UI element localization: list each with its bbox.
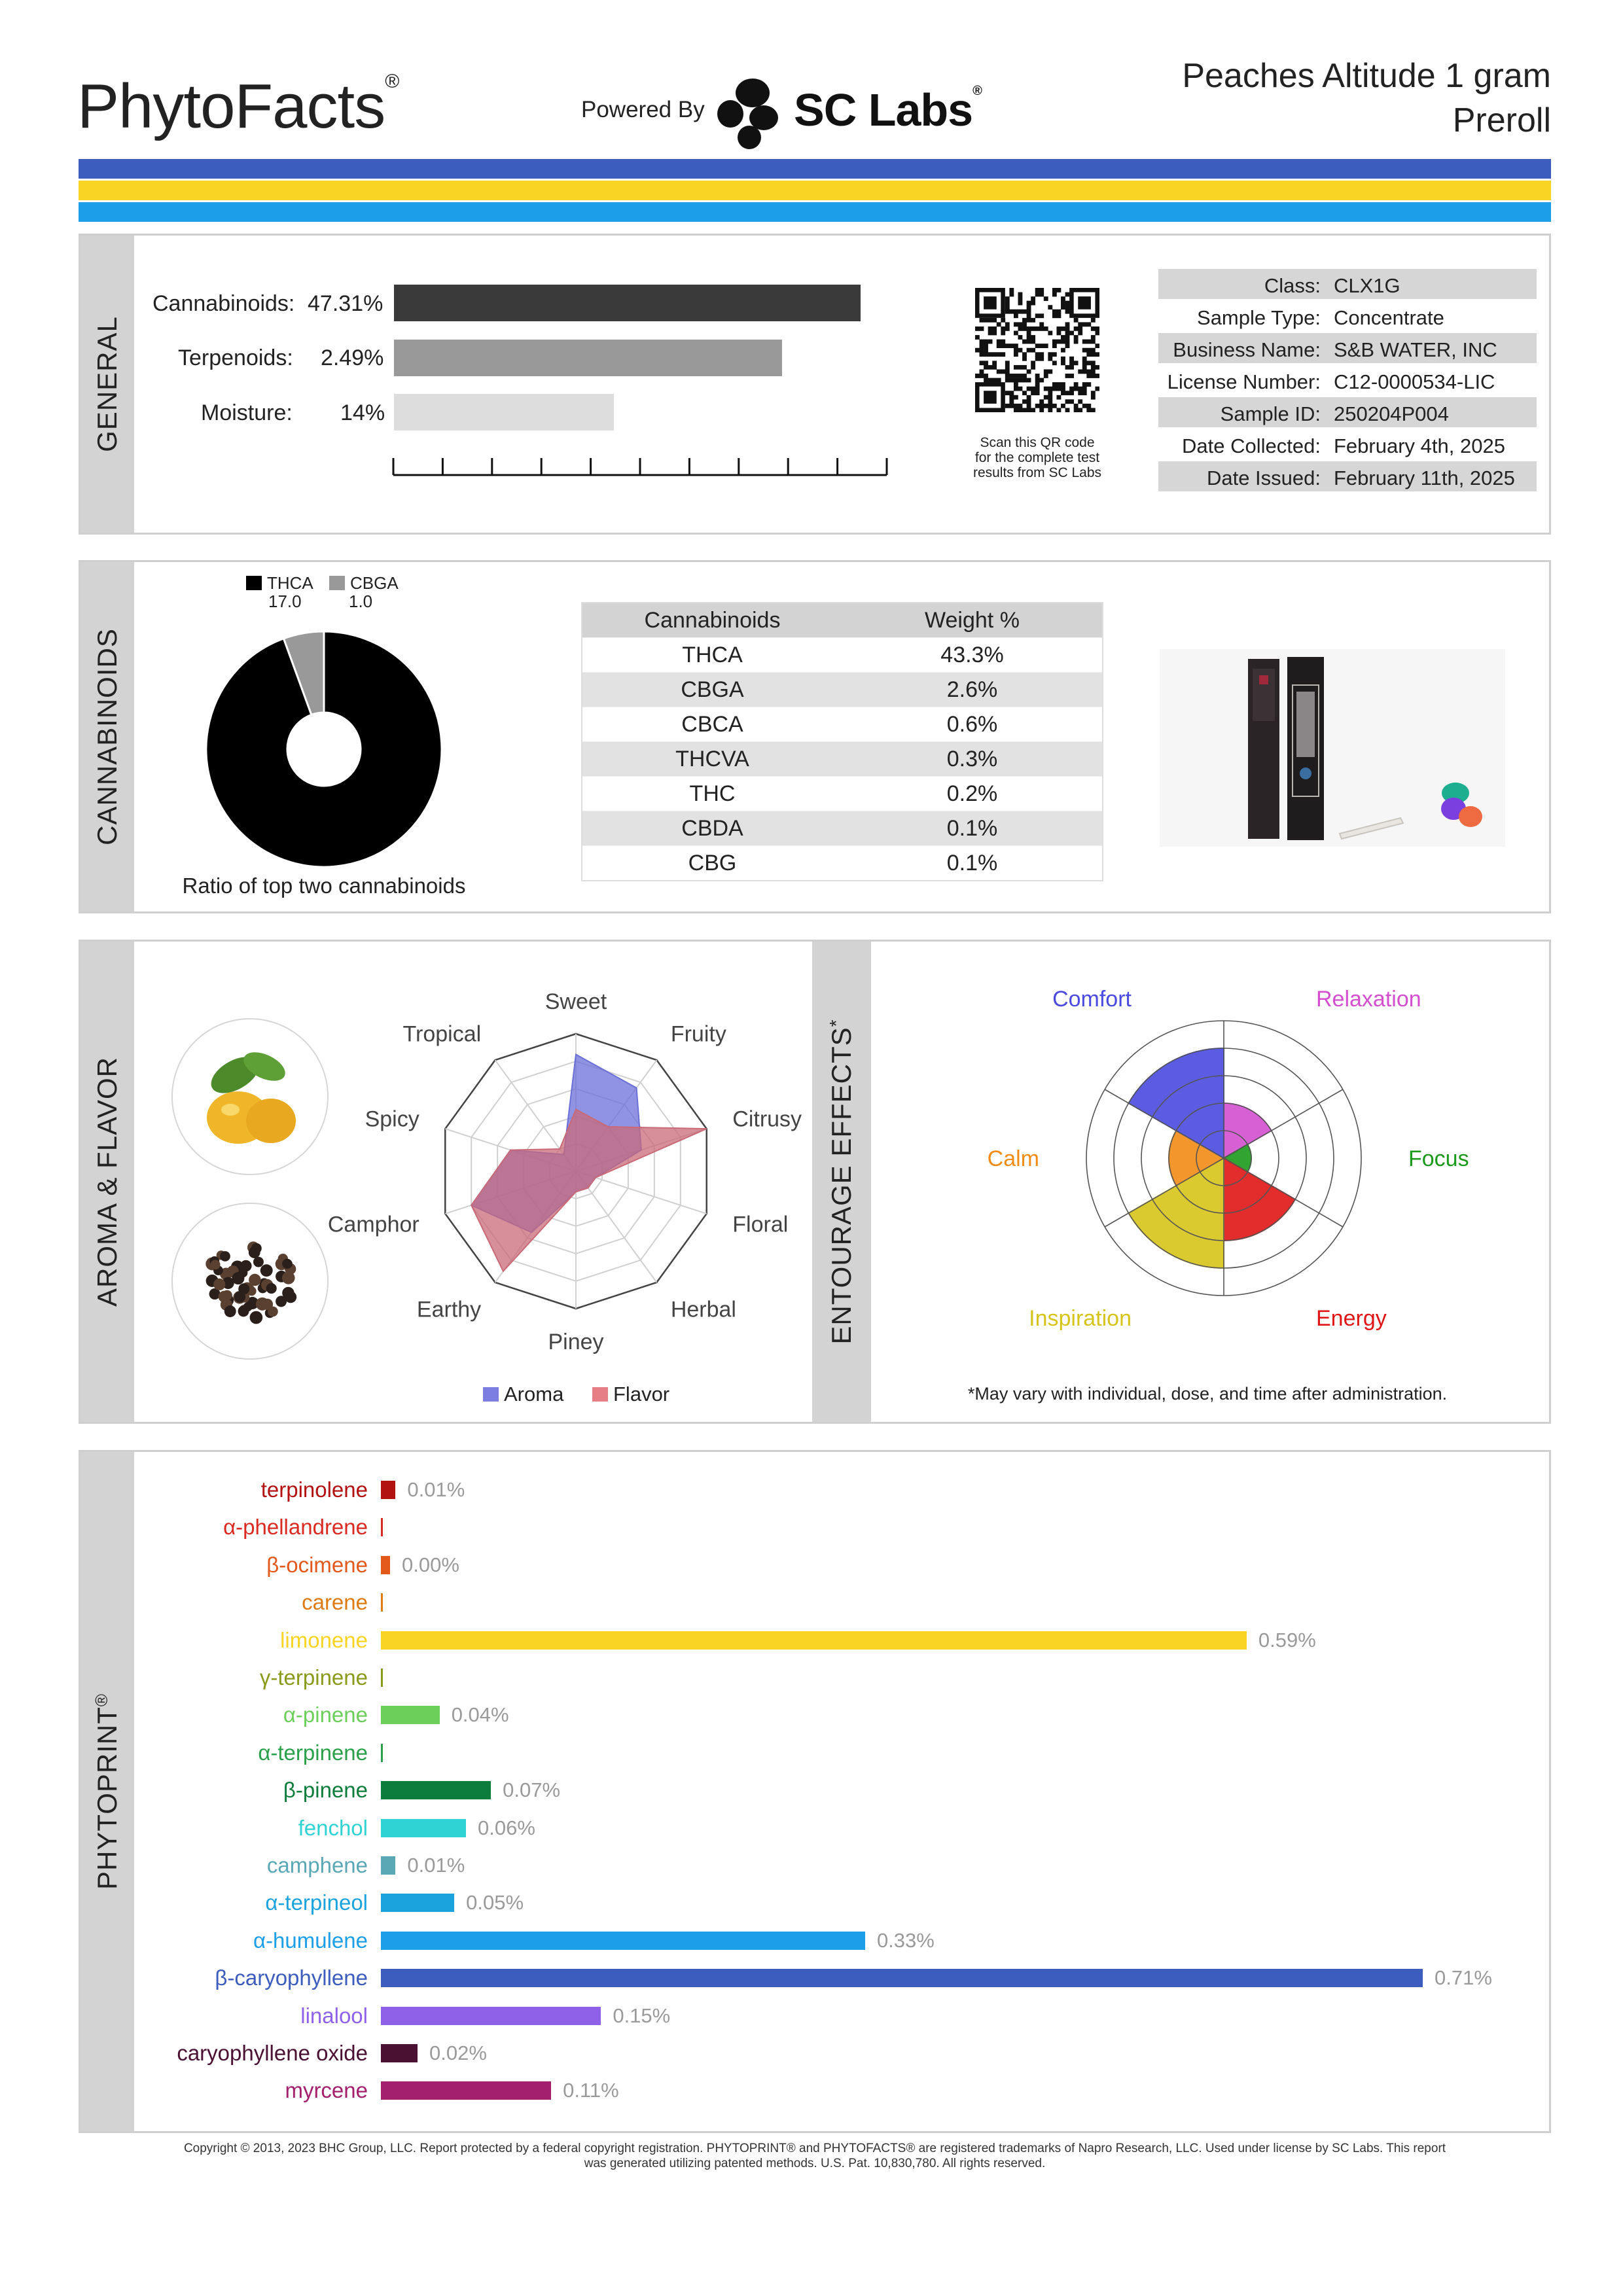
terpene-bar — [381, 1781, 491, 1799]
terpene-label: limonene — [280, 1627, 368, 1652]
info-key: Date Collected: — [1182, 434, 1321, 457]
info-key: Date Issued: — [1206, 467, 1321, 489]
donut-caption: Ratio of top two cannabinoids — [182, 874, 466, 898]
radar-axis-label: Piney — [548, 1330, 604, 1354]
info-value: Concentrate — [1334, 306, 1444, 329]
info-row-date-issued — [1158, 461, 1537, 491]
sc-labs-wordmark — [794, 84, 982, 136]
terpene-value: 0.07% — [503, 1778, 561, 1802]
polar-category-label: Relaxation — [1316, 986, 1421, 1012]
legend-swatch-cbga — [329, 576, 345, 590]
qr-caption — [936, 435, 1139, 480]
terpene-bar — [381, 1593, 383, 1612]
terpene-label: α-humulene — [253, 1928, 368, 1952]
table-cell: CBCA — [582, 707, 842, 742]
copyright-footer — [79, 2141, 1551, 2171]
table-row — [582, 742, 1103, 777]
terpene-label: myrcene — [285, 2078, 368, 2103]
general-scale-axis — [389, 451, 893, 484]
sc-labs-reg-mark: ® — [972, 84, 982, 98]
info-row-sample-type — [1158, 301, 1537, 331]
legend-swatch-flavor — [592, 1387, 608, 1402]
terpene-bar — [381, 1706, 440, 1724]
terpene-bar — [381, 1932, 865, 1950]
table-cell: 43.3% — [842, 638, 1103, 673]
info-value: February 4th, 2025 — [1334, 434, 1505, 457]
info-value: C12-0000534-LIC — [1334, 370, 1495, 393]
info-value: CLX1G — [1334, 274, 1400, 297]
phytoprint-section-label: PHYTOPRINT — [92, 1706, 122, 1890]
stripe-light-blue — [79, 202, 1551, 222]
info-value: February 11th, 2025 — [1334, 467, 1515, 489]
product-title-line2: Preroll — [1452, 101, 1551, 139]
aroma-section-label: AROMA & FLAVOR — [92, 1057, 122, 1307]
qr-caption-line1: Scan this QR code — [980, 435, 1095, 450]
sc-labs-brand-text: SC Labs — [794, 84, 973, 135]
peppercorn-flavor-icon — [171, 1203, 329, 1360]
info-row-date-collected — [1158, 429, 1537, 459]
aroma-flavor-radar-chart — [327, 981, 825, 1361]
radar-axis-label: Fruity — [670, 1021, 726, 1047]
entourage-effects-polar-chart — [962, 981, 1486, 1348]
table-cell: CBDA — [582, 811, 842, 846]
terpene-label: fenchol — [298, 1815, 368, 1840]
table-header-cannabinoids: Cannabinoids — [582, 603, 842, 638]
legend-cbga-name: CBGA — [350, 573, 399, 593]
moisture-label: Moisture: — [201, 400, 293, 425]
polar-category-label: Focus — [1408, 1146, 1469, 1171]
radar-axis-label: Camphor — [327, 1212, 419, 1237]
table-cell: CBGA — [582, 673, 842, 707]
radar-axis-label: Citrusy — [732, 1106, 802, 1132]
phytofacts-logo — [77, 71, 399, 143]
cannabinoids-sidebar — [80, 562, 134, 911]
logo-reg-mark: ® — [385, 71, 399, 92]
aroma-sidebar — [80, 942, 134, 1422]
cannabinoid-donut-chart — [203, 628, 445, 870]
terpene-bar — [381, 2081, 551, 2100]
info-key: Sample Type: — [1197, 306, 1321, 329]
table-cell: CBG — [582, 846, 842, 881]
table-cell: 0.1% — [842, 846, 1103, 881]
terpene-bar — [381, 1481, 395, 1499]
legend-swatch-thca — [246, 576, 262, 590]
terpene-label: α-terpineol — [265, 1890, 368, 1915]
product-title-line1: Peaches Altitude 1 gram — [1182, 57, 1551, 95]
table-cell: THCVA — [582, 742, 842, 777]
entourage-label-mark: * — [826, 1019, 846, 1027]
table-cell: 0.3% — [842, 742, 1103, 777]
radar-axis-label: Earthy — [416, 1297, 482, 1322]
logo-text: PhytoFacts — [77, 71, 385, 141]
cannabinoids-table — [581, 602, 1103, 881]
phytoprint-reg-mark: ® — [92, 1693, 111, 1707]
terpene-value: 0.59% — [1258, 1628, 1316, 1651]
legend-thca-value: 17.0 — [268, 592, 302, 611]
terpene-value: 0.01% — [407, 1478, 465, 1501]
terpene-value: 0.71% — [1435, 1966, 1492, 1990]
radar-axis-label: Sweet — [544, 989, 607, 1014]
terpene-label: β-caryophyllene — [215, 1966, 368, 1990]
cannabinoids-label: Cannabinoids: — [152, 291, 295, 316]
legend-cbga-value: 1.0 — [349, 592, 373, 611]
polar-category-label: Inspiration — [1029, 1306, 1132, 1332]
table-row — [582, 811, 1103, 846]
terpene-value: 0.33% — [876, 1928, 935, 1952]
terpene-bar — [381, 1631, 1247, 1650]
terpene-bar — [381, 1556, 390, 1574]
stripe-yellow — [79, 181, 1551, 200]
table-row — [582, 707, 1103, 742]
polar-category-label: Calm — [987, 1146, 1039, 1171]
legend-aroma-label: Aroma — [504, 1383, 564, 1405]
terpene-value: 0.02% — [429, 2041, 487, 2064]
terpene-bar — [381, 1744, 383, 1762]
legend-swatch-aroma — [483, 1387, 499, 1402]
terpene-label: carene — [302, 1590, 368, 1615]
phytoprint-section-label-wrap — [92, 1693, 123, 1890]
terpene-value: 0.15% — [613, 2004, 671, 2027]
qr-caption-line3: results from SC Labs — [972, 465, 1102, 480]
general-section-label: GENERAL — [92, 316, 122, 452]
terpenoids-bar — [394, 340, 782, 376]
terpene-label: linalool — [300, 2003, 368, 2028]
cannabinoids-value: 47.31% — [308, 291, 383, 316]
table-cell: 0.2% — [842, 777, 1103, 811]
phytoprint-sidebar — [80, 1452, 134, 2131]
terpene-value: 0.05% — [466, 1891, 524, 1915]
table-cell: 2.6% — [842, 673, 1103, 707]
terpene-label: camphene — [266, 1853, 368, 1877]
entourage-note: *May vary with individual, dose, and time after administration. — [967, 1384, 1448, 1404]
terpene-bar — [381, 2007, 601, 2025]
terpene-bar — [381, 1669, 383, 1687]
info-value: 250204P004 — [1334, 402, 1449, 425]
table-cell: THC — [582, 777, 842, 811]
table-row — [582, 673, 1103, 707]
polar-category-label: Comfort — [1052, 986, 1132, 1012]
sc-labs-logo-icon — [717, 77, 782, 149]
terpenoids-label: Terpenoids: — [178, 345, 293, 370]
info-key: License Number: — [1167, 370, 1321, 393]
footer-line1: Copyright © 2013, 2023 BHC Group, LLC. Report protected by a federal copyright registration. PHYTOPRINT® and PHYTOFACTS® are registered trademarks of Napro Research, LLC. Used under license by SC Labs. This report — [183, 2142, 1446, 2155]
terpene-bar — [381, 1819, 466, 1837]
terpene-value: 0.01% — [407, 1854, 465, 1877]
info-value: S&B WATER, INC — [1334, 338, 1497, 361]
info-key: Class: — [1264, 274, 1321, 297]
footer-line2: was generated utilizing patented methods. U.S. Pat. 10,830,780. All rights reserved. — [584, 2157, 1046, 2170]
terpene-value: 0.11% — [563, 2079, 619, 2102]
terpene-bar — [381, 1518, 383, 1536]
polar-category-label: Energy — [1316, 1306, 1387, 1332]
cannabinoids-section-label: CANNABINOIDS — [92, 628, 122, 845]
moisture-value: 14% — [340, 400, 385, 425]
stripe-blue — [79, 159, 1551, 179]
table-row — [582, 777, 1103, 811]
terpenoids-value: 2.49% — [321, 345, 384, 370]
table-row — [582, 846, 1103, 881]
terpene-label: α-terpinene — [258, 1740, 368, 1765]
terpene-label: γ-terpinene — [259, 1665, 368, 1689]
powered-by-label: Powered By — [581, 97, 705, 122]
legend-thca-name: THCA — [267, 573, 313, 593]
terpene-value: 0.00% — [402, 1553, 459, 1576]
product-title — [1182, 54, 1551, 143]
info-row-business-name — [1158, 333, 1537, 363]
table-header-row — [582, 603, 1103, 638]
terpene-bar — [381, 1856, 395, 1875]
info-key: Sample ID: — [1220, 402, 1321, 425]
terpene-label: α-phellandrene — [223, 1515, 368, 1540]
table-cell: THCA — [582, 638, 842, 673]
terpene-bar — [381, 1894, 454, 1912]
product-photo — [1160, 649, 1505, 847]
radar-axis-label: Tropical — [402, 1021, 482, 1047]
radar-axis-label: Spicy — [365, 1106, 419, 1132]
general-sidebar — [80, 236, 134, 533]
table-header-weight: Weight % — [842, 603, 1103, 638]
table-row — [582, 638, 1103, 673]
legend-flavor-label: Flavor — [613, 1383, 670, 1405]
terpene-label: β-ocimene — [266, 1552, 368, 1577]
lemon-aroma-icon — [171, 1018, 329, 1175]
terpene-label: caryophyllene oxide — [177, 2041, 368, 2065]
terpene-bar — [381, 2044, 418, 2062]
terpene-value: 0.04% — [451, 1703, 509, 1727]
entourage-section-label: ENTOURAGE EFFECTS — [826, 1027, 857, 1345]
table-cell: 0.6% — [842, 707, 1103, 742]
table-cell: 0.1% — [842, 811, 1103, 846]
qr-code-icon[interactable] — [975, 288, 1099, 412]
entourage-section-label-wrap — [826, 1019, 857, 1344]
info-row-license-number — [1158, 365, 1537, 395]
terpene-label: α-pinene — [283, 1703, 368, 1727]
info-key: Business Name: — [1173, 338, 1321, 361]
terpene-label: terpinolene — [260, 1477, 368, 1502]
moisture-bar — [394, 394, 614, 431]
cannabinoids-bar — [394, 285, 861, 321]
qr-caption-line2: for the complete test — [974, 450, 1100, 465]
terpene-label: β-pinene — [283, 1778, 368, 1803]
radar-axis-label: Floral — [732, 1212, 789, 1237]
terpene-value: 0.06% — [478, 1816, 535, 1839]
info-row-sample-id — [1158, 397, 1537, 427]
info-row-class — [1158, 269, 1537, 299]
terpene-bar — [381, 1969, 1423, 1987]
radar-axis-label: Herbal — [670, 1297, 736, 1322]
